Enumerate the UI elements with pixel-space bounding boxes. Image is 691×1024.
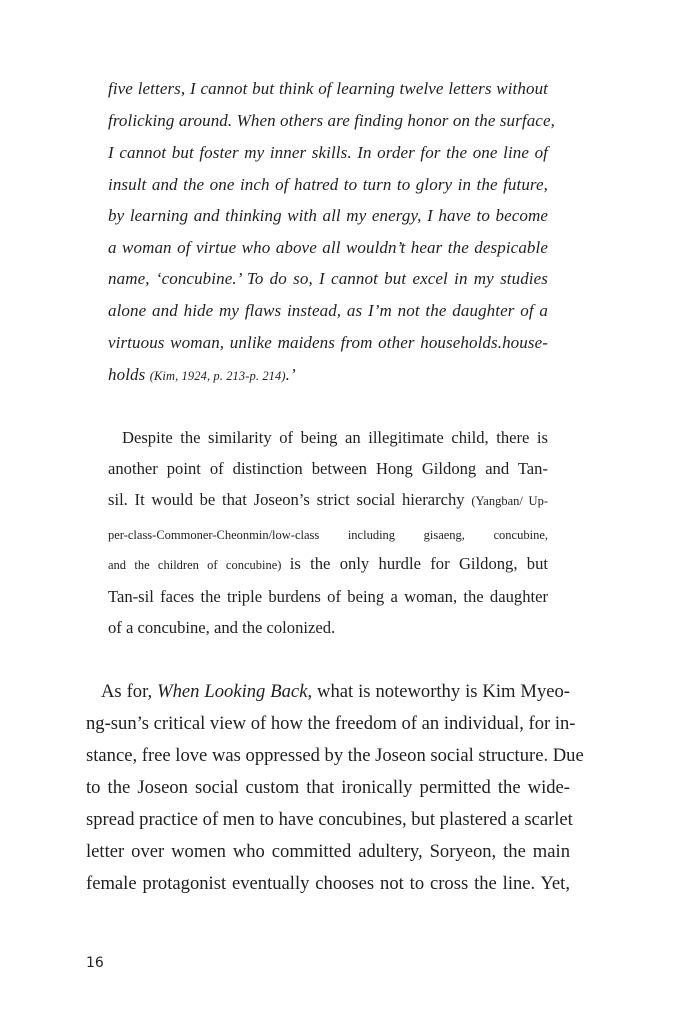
paragraph-line: letter over women who committed adultery, Soryeon, the main: [86, 841, 570, 862]
hierarchy-parenthetical-line: [108, 524, 548, 544]
paragraph-line: [108, 554, 548, 574]
paragraph-line: Tan-sil faces the triple burdens of being a woman, the daughter: [108, 587, 548, 606]
paragraph-line: [108, 490, 548, 510]
quote-line: frolicking around. When others are finding honor on the surface,: [108, 111, 555, 130]
paragraph-line: ng-sun’s critical view of how the freedom of an individual, for in-: [86, 713, 576, 734]
paragraph-line: stance, free love was oppressed by the Joseon social structure. Due: [86, 745, 584, 766]
quote-line: five letters, I cannot but think of learning twelve letters without: [108, 79, 548, 98]
paragraph-line: another point of distinction between Hong Gildong and Tan-: [108, 459, 548, 478]
paragraph-line: spread practice of men to have concubines, but plastered a scarlet: [86, 809, 573, 830]
quote-line: by learning and thinking with all my energy, I have to become: [108, 206, 548, 225]
quote-last-line-end: .’: [285, 365, 296, 384]
paragraph-line: of a concubine, and the colonized.: [108, 618, 336, 637]
quote-line: virtuous woman, unlike maidens from other households.house-: [108, 333, 548, 352]
quote-line: insult and the one inch of hatred to turn to glory in the future,: [108, 175, 548, 194]
paragraph-line: female protagonist eventually chooses not to cross the line. Yet,: [86, 873, 570, 894]
page-number: 16: [86, 955, 104, 971]
quote-line: a woman of virtue who above all wouldn’t hear the despicable: [108, 238, 548, 257]
paragraph-line: to the Joseon social custom that ironically permitted the wide-: [86, 777, 570, 798]
hierarchy-parenthetical: (Yangban/ Up-: [471, 494, 548, 508]
quote-last-line: [108, 365, 548, 385]
quote-citation: (Kim, 1924, p. 213-p. 214): [149, 369, 286, 383]
hierarchy-parenthetical: and the children of concubine): [108, 558, 290, 572]
paragraph-line: Despite the similarity of being an illegitimate child, there is: [122, 428, 548, 447]
paragraph-line-text: As for,: [101, 681, 158, 702]
quote-line: alone and hide my flaws instead, as I’m not the daughter of a: [108, 301, 548, 320]
work-title: When Looking Back: [157, 681, 308, 702]
hierarchy-parenthetical: per-class-Commoner-Cheonmin/low-class including gisaeng, concubine,: [108, 528, 548, 542]
paragraph-line-text: is the only hurdle for Gildong, but: [289, 554, 549, 573]
paragraph-line: [101, 681, 570, 703]
quote-last-line-start: holds: [108, 365, 150, 384]
paragraph-line-text: , what is noteworthy is Kim Myeo-: [307, 681, 570, 702]
quote-line: I cannot but foster my inner skills. In order for the one line of: [108, 143, 548, 162]
quote-line: name, ‘concubine.’ To do so, I cannot but excel in my studies: [108, 269, 548, 288]
paragraph-line-text: sil. It would be that Joseon’s strict social hierarchy: [108, 490, 472, 509]
